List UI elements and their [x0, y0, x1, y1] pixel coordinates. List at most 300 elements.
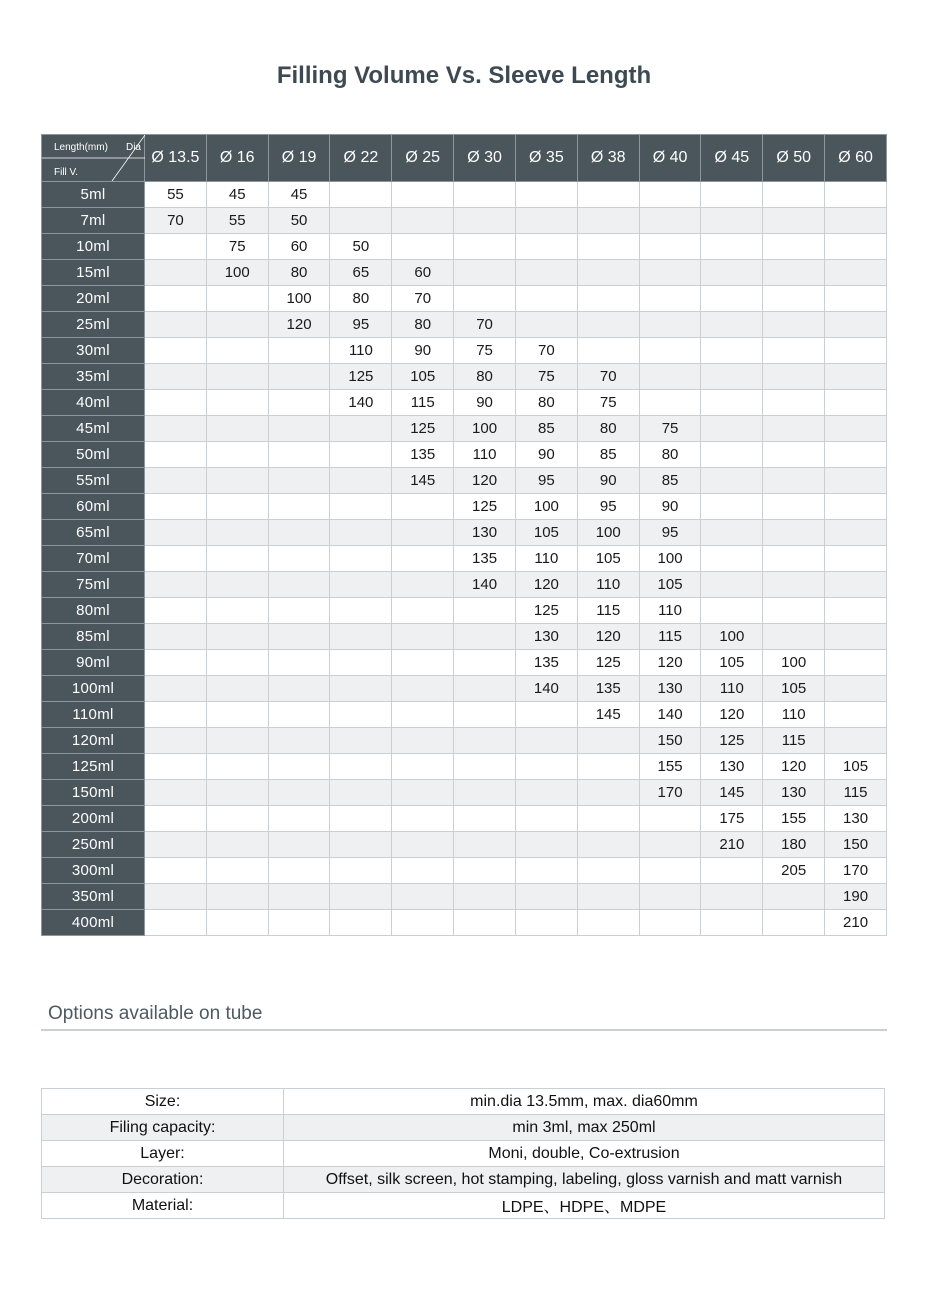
sleeve-length-cell: 155	[763, 806, 825, 832]
row-header-fill-volume: 45ml	[42, 416, 145, 442]
sleeve-length-cell	[145, 884, 207, 910]
options-divider	[41, 1029, 887, 1031]
sleeve-length-cell: 105	[577, 546, 639, 572]
sleeve-length-cell	[206, 832, 268, 858]
sleeve-length-cell	[763, 260, 825, 286]
sleeve-length-cell	[268, 780, 330, 806]
sleeve-length-cell	[701, 234, 763, 260]
sleeve-length-cell	[330, 728, 392, 754]
options-section-title: Options available on tube	[48, 1003, 263, 1024]
sleeve-length-cell	[825, 442, 887, 468]
sleeve-length-cell	[454, 182, 516, 208]
sleeve-length-cell: 115	[392, 390, 454, 416]
column-header-dia: Ø 45	[701, 135, 763, 182]
sleeve-length-cell	[763, 364, 825, 390]
column-header-dia: Ø 35	[515, 135, 577, 182]
sleeve-length-cell	[392, 208, 454, 234]
sleeve-length-cell	[330, 806, 392, 832]
sleeve-length-cell: 145	[392, 468, 454, 494]
sleeve-length-cell: 140	[454, 572, 516, 598]
row-header-fill-volume: 75ml	[42, 572, 145, 598]
sleeve-length-cell: 90	[454, 390, 516, 416]
sleeve-length-cell	[639, 884, 701, 910]
sleeve-length-cell	[639, 910, 701, 936]
sleeve-length-cell	[825, 572, 887, 598]
options-table	[41, 1088, 885, 1219]
sleeve-length-cell	[268, 390, 330, 416]
sleeve-length-cell: 120	[515, 572, 577, 598]
sleeve-length-cell: 50	[268, 208, 330, 234]
column-header-dia: Ø 60	[825, 135, 887, 182]
row-header-fill-volume: 15ml	[42, 260, 145, 286]
sleeve-length-cell	[577, 234, 639, 260]
sleeve-length-cell: 125	[454, 494, 516, 520]
sleeve-length-cell: 145	[701, 780, 763, 806]
sleeve-length-cell	[268, 676, 330, 702]
option-label: Material:	[42, 1193, 284, 1219]
sleeve-length-cell: 75	[206, 234, 268, 260]
sleeve-length-cell: 90	[515, 442, 577, 468]
row-header-fill-volume: 110ml	[42, 702, 145, 728]
row-header-fill-volume: 120ml	[42, 728, 145, 754]
table-row	[42, 624, 887, 650]
table-row	[42, 832, 887, 858]
sleeve-length-cell: 75	[454, 338, 516, 364]
sleeve-length-cell	[330, 910, 392, 936]
sleeve-length-cell: 75	[639, 416, 701, 442]
sleeve-length-cell	[639, 364, 701, 390]
sleeve-length-cell	[825, 728, 887, 754]
sleeve-length-cell	[145, 858, 207, 884]
sleeve-length-cell	[825, 312, 887, 338]
sleeve-length-cell	[639, 286, 701, 312]
sleeve-length-cell	[577, 208, 639, 234]
sleeve-length-cell	[145, 572, 207, 598]
sleeve-length-cell: 190	[825, 884, 887, 910]
sleeve-length-cell	[330, 468, 392, 494]
sleeve-length-cell	[392, 572, 454, 598]
sleeve-length-cell	[763, 468, 825, 494]
sleeve-length-cell	[206, 650, 268, 676]
sleeve-length-cell	[145, 702, 207, 728]
sleeve-length-cell: 45	[206, 182, 268, 208]
table-row	[42, 494, 887, 520]
option-label: Size:	[42, 1089, 284, 1115]
table-row	[42, 312, 887, 338]
sleeve-length-cell	[392, 520, 454, 546]
sleeve-length-cell	[206, 442, 268, 468]
sleeve-length-cell	[639, 260, 701, 286]
sleeve-length-cell	[268, 650, 330, 676]
sleeve-length-cell	[454, 832, 516, 858]
sleeve-length-cell	[206, 806, 268, 832]
table-row	[42, 442, 887, 468]
sleeve-length-cell	[330, 208, 392, 234]
dia-label: Dia	[125, 142, 141, 153]
row-header-fill-volume: 350ml	[42, 884, 145, 910]
sleeve-length-cell	[763, 884, 825, 910]
column-header-dia: Ø 16	[206, 135, 268, 182]
table-row	[42, 702, 887, 728]
sleeve-length-cell	[515, 312, 577, 338]
sleeve-length-cell	[206, 364, 268, 390]
sleeve-length-cell: 100	[515, 494, 577, 520]
sleeve-length-cell	[577, 754, 639, 780]
sleeve-length-cell	[515, 780, 577, 806]
sleeve-length-cell	[701, 494, 763, 520]
row-header-fill-volume: 50ml	[42, 442, 145, 468]
sleeve-length-cell	[454, 598, 516, 624]
corner-header-cell	[42, 135, 145, 182]
sleeve-length-cell	[763, 416, 825, 442]
sleeve-length-cell: 155	[639, 754, 701, 780]
sleeve-length-cell	[330, 546, 392, 572]
sleeve-length-cell: 150	[639, 728, 701, 754]
sleeve-length-cell: 110	[763, 702, 825, 728]
row-header-fill-volume: 150ml	[42, 780, 145, 806]
sleeve-length-cell	[763, 598, 825, 624]
sleeve-length-cell	[577, 286, 639, 312]
sleeve-length-cell: 95	[515, 468, 577, 494]
row-header-fill-volume: 200ml	[42, 806, 145, 832]
table-row	[42, 208, 887, 234]
sleeve-length-cell: 120	[268, 312, 330, 338]
sleeve-length-cell	[206, 702, 268, 728]
sleeve-length-cell	[639, 806, 701, 832]
sleeve-length-cell	[268, 754, 330, 780]
sleeve-length-cell	[268, 520, 330, 546]
sleeve-length-cell: 55	[206, 208, 268, 234]
sleeve-length-cell	[763, 624, 825, 650]
sleeve-length-cell	[145, 260, 207, 286]
table-row	[42, 806, 887, 832]
row-header-fill-volume: 300ml	[42, 858, 145, 884]
option-label: Filing capacity:	[42, 1115, 284, 1141]
sleeve-length-cell	[825, 702, 887, 728]
sleeve-length-cell	[145, 754, 207, 780]
sleeve-length-cell	[454, 260, 516, 286]
sleeve-length-cell	[206, 598, 268, 624]
sleeve-length-cell	[763, 572, 825, 598]
sleeve-length-cell	[577, 728, 639, 754]
sleeve-length-cell: 100	[268, 286, 330, 312]
sleeve-length-cell: 210	[825, 910, 887, 936]
sleeve-length-cell	[454, 806, 516, 832]
sleeve-length-cell	[145, 546, 207, 572]
sleeve-length-cell	[392, 182, 454, 208]
sleeve-length-cell	[268, 624, 330, 650]
sleeve-length-cell	[825, 390, 887, 416]
sleeve-length-cell	[515, 208, 577, 234]
sleeve-length-cell: 105	[701, 650, 763, 676]
sleeve-length-cell	[639, 338, 701, 364]
table-row	[42, 546, 887, 572]
sleeve-length-cell	[206, 624, 268, 650]
table-row	[42, 260, 887, 286]
sleeve-length-cell: 110	[515, 546, 577, 572]
sleeve-length-cell	[206, 338, 268, 364]
option-row	[42, 1141, 885, 1167]
sleeve-length-cell	[825, 468, 887, 494]
sleeve-length-cell	[825, 546, 887, 572]
table-row	[42, 858, 887, 884]
table-row	[42, 754, 887, 780]
sleeve-length-cell	[145, 624, 207, 650]
sleeve-length-cell	[392, 546, 454, 572]
sleeve-length-cell: 85	[577, 442, 639, 468]
column-header-dia: Ø 30	[454, 135, 516, 182]
sleeve-length-cell	[206, 780, 268, 806]
column-header-dia: Ø 40	[639, 135, 701, 182]
sleeve-length-cell: 80	[392, 312, 454, 338]
sleeve-length-cell: 115	[639, 624, 701, 650]
sleeve-length-cell	[206, 884, 268, 910]
sleeve-length-cell: 140	[515, 676, 577, 702]
sleeve-length-cell: 125	[515, 598, 577, 624]
sleeve-length-cell	[145, 390, 207, 416]
sleeve-length-cell: 140	[639, 702, 701, 728]
sleeve-length-cell	[330, 702, 392, 728]
sleeve-length-cell	[515, 728, 577, 754]
sleeve-length-cell	[145, 364, 207, 390]
sleeve-length-cell	[330, 676, 392, 702]
sleeve-length-cell	[825, 234, 887, 260]
sleeve-length-cell: 105	[763, 676, 825, 702]
sleeve-length-cell: 80	[330, 286, 392, 312]
sleeve-length-cell	[763, 338, 825, 364]
table-row	[42, 572, 887, 598]
sleeve-length-cell: 70	[515, 338, 577, 364]
row-header-fill-volume: 5ml	[42, 182, 145, 208]
sleeve-length-cell	[577, 884, 639, 910]
sleeve-length-cell	[701, 468, 763, 494]
sleeve-length-cell	[454, 780, 516, 806]
sleeve-length-cell	[763, 910, 825, 936]
sleeve-length-cell	[454, 208, 516, 234]
sleeve-length-cell	[515, 806, 577, 832]
sleeve-length-cell: 130	[515, 624, 577, 650]
sleeve-length-cell	[515, 286, 577, 312]
sleeve-length-cell	[825, 208, 887, 234]
sleeve-length-cell: 125	[577, 650, 639, 676]
row-header-fill-volume: 7ml	[42, 208, 145, 234]
row-header-fill-volume: 55ml	[42, 468, 145, 494]
sleeve-length-cell	[515, 858, 577, 884]
sleeve-length-cell: 95	[577, 494, 639, 520]
sleeve-length-cell: 100	[701, 624, 763, 650]
sleeve-length-cell	[639, 312, 701, 338]
sleeve-length-cell: 100	[206, 260, 268, 286]
sleeve-length-cell: 125	[392, 416, 454, 442]
sleeve-length-cell	[577, 338, 639, 364]
sleeve-length-cell: 120	[763, 754, 825, 780]
table-row	[42, 780, 887, 806]
sleeve-length-cell	[145, 468, 207, 494]
sleeve-length-cell: 85	[639, 468, 701, 494]
table-row	[42, 416, 887, 442]
sleeve-length-cell	[268, 832, 330, 858]
sleeve-length-cell: 80	[639, 442, 701, 468]
table-row	[42, 676, 887, 702]
sleeve-length-cell	[206, 416, 268, 442]
option-value: Moni, double, Co-extrusion	[284, 1141, 885, 1167]
sleeve-length-cell	[268, 494, 330, 520]
sleeve-length-cell	[330, 884, 392, 910]
sleeve-length-cell: 60	[268, 234, 330, 260]
sleeve-length-cell	[392, 624, 454, 650]
sleeve-length-cell: 180	[763, 832, 825, 858]
sleeve-length-cell	[701, 442, 763, 468]
sleeve-length-cell	[392, 754, 454, 780]
sleeve-length-cell: 120	[701, 702, 763, 728]
sleeve-length-cell	[763, 312, 825, 338]
row-header-fill-volume: 20ml	[42, 286, 145, 312]
sleeve-length-cell	[268, 806, 330, 832]
sleeve-length-cell	[515, 832, 577, 858]
sleeve-length-cell: 90	[392, 338, 454, 364]
sleeve-length-cell: 135	[577, 676, 639, 702]
column-header-dia: Ø 25	[392, 135, 454, 182]
sleeve-length-cell	[392, 884, 454, 910]
sleeve-length-cell	[392, 650, 454, 676]
column-header-dia: Ø 50	[763, 135, 825, 182]
sleeve-length-cell	[206, 858, 268, 884]
sleeve-length-cell	[392, 728, 454, 754]
sleeve-length-cell	[206, 390, 268, 416]
row-header-fill-volume: 10ml	[42, 234, 145, 260]
sleeve-length-cell	[639, 208, 701, 234]
option-row	[42, 1115, 885, 1141]
sleeve-length-cell	[701, 598, 763, 624]
sleeve-length-cell: 205	[763, 858, 825, 884]
table-header-row	[42, 135, 887, 182]
option-row	[42, 1089, 885, 1115]
sleeve-length-cell	[515, 702, 577, 728]
row-header-fill-volume: 80ml	[42, 598, 145, 624]
sleeve-length-cell	[763, 520, 825, 546]
sleeve-length-cell: 150	[825, 832, 887, 858]
sleeve-length-cell	[392, 780, 454, 806]
sleeve-length-cell	[825, 676, 887, 702]
column-header-dia: Ø 13.5	[145, 135, 207, 182]
sleeve-length-cell	[145, 598, 207, 624]
sleeve-length-cell: 75	[577, 390, 639, 416]
sleeve-length-cell: 80	[268, 260, 330, 286]
sleeve-length-cell	[330, 572, 392, 598]
sleeve-length-cell	[454, 676, 516, 702]
sleeve-length-cell	[392, 832, 454, 858]
sleeve-length-cell: 55	[145, 182, 207, 208]
sleeve-length-cell	[454, 754, 516, 780]
sleeve-length-cell: 120	[577, 624, 639, 650]
sleeve-length-cell	[763, 234, 825, 260]
sleeve-length-cell: 65	[330, 260, 392, 286]
sleeve-length-cell	[454, 728, 516, 754]
sleeve-length-cell	[330, 182, 392, 208]
sleeve-length-cell	[145, 520, 207, 546]
sleeve-length-cell	[268, 416, 330, 442]
row-header-fill-volume: 400ml	[42, 910, 145, 936]
row-header-fill-volume: 85ml	[42, 624, 145, 650]
sleeve-length-cell	[145, 234, 207, 260]
sleeve-length-cell	[392, 494, 454, 520]
sleeve-length-cell	[701, 260, 763, 286]
table-row	[42, 650, 887, 676]
sleeve-length-cell	[825, 598, 887, 624]
sleeve-length-cell: 70	[145, 208, 207, 234]
table-row	[42, 910, 887, 936]
sleeve-length-cell	[145, 780, 207, 806]
table-row	[42, 182, 887, 208]
sleeve-length-cell: 130	[454, 520, 516, 546]
row-header-fill-volume: 60ml	[42, 494, 145, 520]
column-header-dia: Ø 38	[577, 135, 639, 182]
table-row	[42, 598, 887, 624]
sleeve-length-cell	[639, 234, 701, 260]
sleeve-length-cell: 135	[515, 650, 577, 676]
sleeve-length-cell: 130	[701, 754, 763, 780]
sleeve-length-cell	[206, 754, 268, 780]
sleeve-length-cell	[145, 910, 207, 936]
sleeve-length-cell: 110	[454, 442, 516, 468]
sleeve-length-cell	[454, 234, 516, 260]
sleeve-length-cell	[330, 624, 392, 650]
sleeve-length-cell	[268, 442, 330, 468]
sleeve-length-cell: 110	[639, 598, 701, 624]
sleeve-length-cell	[825, 494, 887, 520]
sleeve-length-cell: 145	[577, 702, 639, 728]
sleeve-length-cell: 125	[330, 364, 392, 390]
sleeve-length-cell	[577, 858, 639, 884]
sleeve-length-cell: 130	[825, 806, 887, 832]
row-header-fill-volume: 100ml	[42, 676, 145, 702]
sleeve-length-cell	[454, 650, 516, 676]
sleeve-length-cell: 95	[639, 520, 701, 546]
row-header-fill-volume: 90ml	[42, 650, 145, 676]
row-header-fill-volume: 250ml	[42, 832, 145, 858]
sleeve-length-cell	[577, 182, 639, 208]
sleeve-length-cell: 170	[825, 858, 887, 884]
sleeve-length-cell	[145, 676, 207, 702]
sleeve-length-cell	[268, 598, 330, 624]
sleeve-length-cell: 90	[639, 494, 701, 520]
sleeve-length-cell	[145, 494, 207, 520]
sleeve-length-cell: 105	[392, 364, 454, 390]
sleeve-length-cell	[392, 598, 454, 624]
sleeve-length-cell: 105	[515, 520, 577, 546]
row-header-fill-volume: 35ml	[42, 364, 145, 390]
row-header-fill-volume: 40ml	[42, 390, 145, 416]
table-row	[42, 884, 887, 910]
sleeve-length-cell	[577, 780, 639, 806]
sleeve-length-cell	[701, 390, 763, 416]
sleeve-length-cell: 105	[825, 754, 887, 780]
sleeve-length-cell	[577, 832, 639, 858]
sleeve-length-cell: 60	[392, 260, 454, 286]
sleeve-length-cell	[701, 520, 763, 546]
sleeve-length-cell	[145, 338, 207, 364]
sleeve-length-cell: 80	[454, 364, 516, 390]
sleeve-length-cell	[825, 182, 887, 208]
sleeve-length-cell	[206, 494, 268, 520]
sleeve-length-cell	[515, 884, 577, 910]
sleeve-length-cell	[577, 910, 639, 936]
sleeve-length-cell	[330, 754, 392, 780]
sleeve-length-cell: 100	[763, 650, 825, 676]
sleeve-length-cell: 115	[825, 780, 887, 806]
sleeve-length-cell	[454, 884, 516, 910]
sleeve-length-cell	[701, 884, 763, 910]
